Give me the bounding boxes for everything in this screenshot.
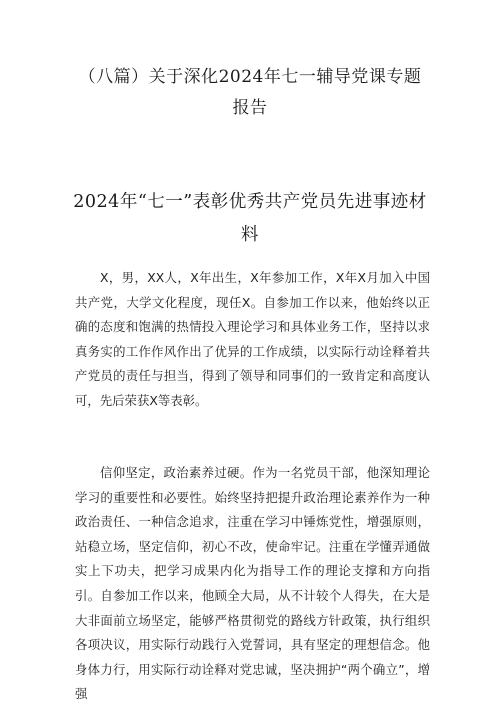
document-title: （八篇）关于深化2024年七一辅导党课专题报告 xyxy=(78,67,422,118)
body-paragraph: X，男，XX人，X年出生，X年参加工作，X年X月加入中国共产党，大学文化程度，现任X。自参加工作以来，他始终以正确的态度和饱满的热情投入理论学习和具体业务工作，坚持以求真务实的工作作风作出了优异的工作成绩，以实际行动诠释着共产党员的责任与担当，得到了领导和同事们的一致肯定和高度认可，先后荣获X等表彰。 xyxy=(75,270,430,408)
section-title: 2024年“七一”表彰优秀共产党员先进事迹材料 xyxy=(73,192,427,245)
body-paragraph: 信仰坚定，政治素养过硬。作为一名党员干部，他深知理论学习的重要性和必要性。始终坚持把提升政治理论素养作为一种政治责任、一种信念追求，注重在学习中锤炼党性，增强原则，站稳立场，坚定信仰，初心不改，使命牢记。注重在学懂弄通做实上下功夫，把学习成果内化为指导工作的理论支撑和方向指引。自参加工作以来，他顾全大局，从不计较个人得失，在大是大非面前立场坚定，能够严格贯彻党的路线方针政策，执行组织各项决议，用实际行动践行入党誓词，具有坚定的理想信念。他身体力行，用实际行动诠释对党忠诚，坚决拥护“两个确立”，增强 xyxy=(75,465,430,702)
